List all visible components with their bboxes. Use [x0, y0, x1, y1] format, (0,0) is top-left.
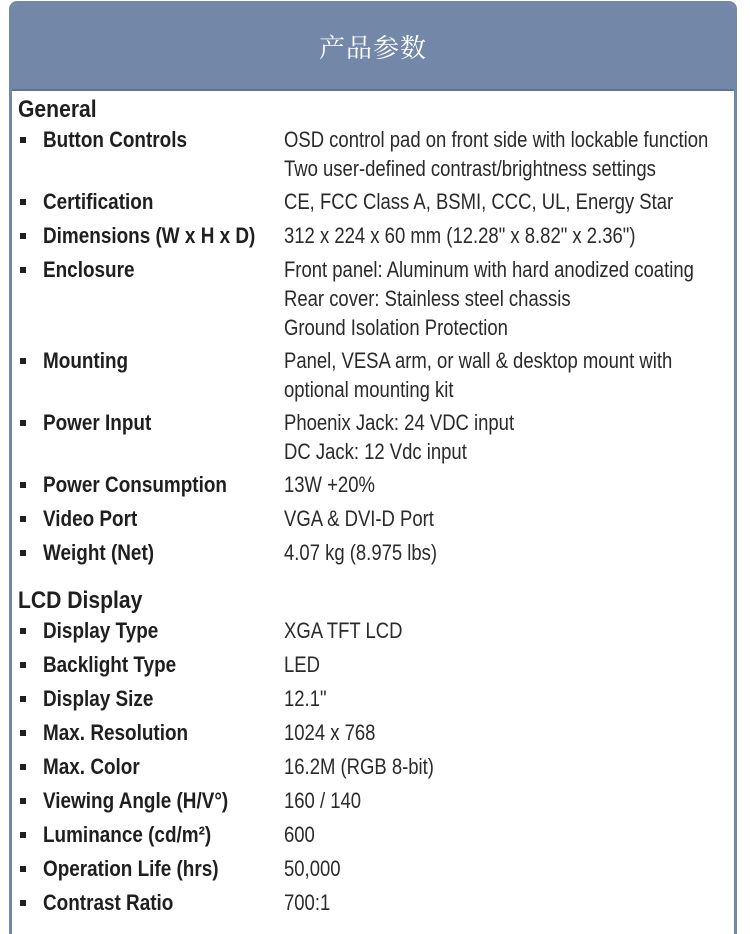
spec-row	[18, 255, 734, 342]
spec-label: Enclosure	[43, 257, 135, 282]
spec-value-line: 4.07 kg (8.975 lbs)	[284, 540, 438, 565]
spec-value-line: 50,000	[284, 856, 341, 881]
spec-value	[284, 820, 734, 849]
spec-label: Video Port	[43, 506, 138, 531]
spec-label-cell	[18, 221, 284, 251]
spec-value-line: LED	[284, 652, 320, 677]
spec-value-line: OSD control pad on front side with lockable function	[284, 127, 709, 152]
square-bullet-icon	[20, 628, 26, 634]
spec-value-line: CE, FCC Class A, BSMI, CCC, UL, Energy Star	[284, 189, 674, 214]
spec-label: Button Controls	[43, 127, 187, 152]
spec-label: Contrast Ratio	[43, 890, 174, 915]
spec-value	[284, 504, 734, 533]
spec-value-line: 13W +20%	[284, 472, 375, 497]
spec-label: Weight (Net)	[43, 540, 155, 565]
spec-value-line: 160 / 140	[284, 788, 362, 813]
square-bullet-icon	[20, 137, 26, 143]
square-bullet-icon	[20, 832, 26, 838]
spec-row	[18, 470, 734, 500]
spec-value	[284, 616, 734, 645]
spec-label-cell	[18, 820, 284, 850]
square-bullet-icon	[20, 730, 26, 736]
spec-row	[18, 718, 734, 748]
square-bullet-icon	[20, 267, 26, 273]
spec-row	[18, 650, 734, 680]
spec-label-cell	[18, 408, 284, 438]
spec-label-cell	[18, 125, 284, 155]
spec-label-cell	[18, 504, 284, 534]
spec-value	[284, 718, 734, 747]
spec-label-cell	[18, 752, 284, 782]
square-bullet-icon	[20, 233, 26, 239]
square-bullet-icon	[20, 420, 26, 426]
spec-label-cell	[18, 854, 284, 884]
spec-value-line: 600	[284, 822, 315, 847]
spec-row	[18, 888, 734, 918]
spec-value	[284, 538, 734, 567]
spec-label: Max. Color	[43, 754, 140, 779]
spec-label: Power Input	[43, 410, 152, 435]
spec-value-line: Two user-defined contrast/brightness settings	[284, 156, 656, 181]
spec-label-cell	[18, 616, 284, 646]
square-bullet-icon	[20, 482, 26, 488]
spec-row	[18, 854, 734, 884]
spec-row	[18, 408, 734, 466]
spec-label: Dimensions (W x H x D)	[43, 223, 256, 248]
spec-value	[284, 221, 734, 250]
spec-value-line: 16.2M (RGB 8-bit)	[284, 754, 434, 779]
square-bullet-icon	[20, 900, 26, 906]
spec-row	[18, 786, 734, 816]
spec-header	[12, 4, 734, 91]
spec-value-line: VGA & DVI-D Port	[284, 506, 434, 531]
spec-label-cell	[18, 187, 284, 217]
spec-label: Operation Life (hrs)	[43, 856, 219, 881]
spec-value	[284, 854, 734, 883]
spec-label-cell	[18, 255, 284, 285]
spec-row	[18, 346, 734, 404]
spec-label-cell	[18, 786, 284, 816]
spec-label: Max. Resolution	[43, 720, 189, 745]
spec-value	[284, 346, 737, 404]
spec-value-line: XGA TFT LCD	[284, 618, 403, 643]
section-title: General	[18, 96, 97, 123]
spec-label: Backlight Type	[43, 652, 177, 677]
spec-value	[284, 408, 734, 466]
spec-value	[284, 786, 734, 815]
spec-row	[18, 684, 734, 714]
spec-value	[284, 650, 734, 679]
spec-content	[12, 95, 734, 918]
spec-row	[18, 752, 734, 782]
spec-list	[18, 125, 734, 568]
spec-row	[18, 820, 734, 850]
square-bullet-icon	[20, 516, 26, 522]
spec-label: Power Consumption	[43, 472, 227, 497]
spec-row	[18, 616, 734, 646]
spec-label-cell	[18, 346, 284, 376]
spec-label: Luminance (cd/m²)	[43, 822, 212, 847]
square-bullet-icon	[20, 798, 26, 804]
spec-value-line: optional mounting kit	[284, 377, 454, 402]
spec-value-line: Rear cover: Stainless steel chassis	[284, 286, 571, 311]
spec-label-cell	[18, 718, 284, 748]
spec-row	[18, 221, 734, 251]
spec-value	[284, 752, 734, 781]
square-bullet-icon	[20, 866, 26, 872]
spec-label: Display Type	[43, 618, 159, 643]
spec-value-line: Phoenix Jack: 24 VDC input	[284, 410, 515, 435]
spec-label: Viewing Angle (H/V°)	[43, 788, 229, 813]
spec-label-cell	[18, 470, 284, 500]
spec-value	[284, 888, 734, 917]
spec-value	[284, 187, 737, 216]
spec-value	[284, 470, 734, 499]
spec-value-line: 700:1	[284, 890, 331, 915]
page-title: 产品参数	[318, 34, 427, 64]
spec-value-line: 1024 x 768	[284, 720, 376, 745]
spec-value	[284, 684, 734, 713]
spec-label-cell	[18, 650, 284, 680]
spec-list	[18, 616, 734, 918]
section-title: LCD Display	[18, 587, 143, 614]
spec-value-line: Ground Isolation Protection	[284, 315, 508, 340]
square-bullet-icon	[20, 550, 26, 556]
spec-row	[18, 538, 734, 568]
square-bullet-icon	[20, 764, 26, 770]
square-bullet-icon	[20, 662, 26, 668]
spec-label-cell	[18, 888, 284, 918]
spec-label: Display Size	[43, 686, 154, 711]
spec-label: Certification	[43, 189, 154, 214]
spec-value-line: Front panel: Aluminum with hard anodized coating	[284, 257, 694, 282]
spec-value-line: 312 x 224 x 60 mm (12.28" x 8.82" x 2.36")	[284, 223, 636, 248]
square-bullet-icon	[20, 199, 26, 205]
spec-value-line: DC Jack: 12 Vdc input	[284, 439, 467, 464]
spec-label: Mounting	[43, 348, 129, 373]
spec-row	[18, 504, 734, 534]
square-bullet-icon	[20, 358, 26, 364]
spec-value	[284, 125, 737, 183]
spec-value-line: Panel, VESA arm, or wall & desktop mount with	[284, 348, 673, 373]
spec-sheet-frame	[9, 1, 737, 934]
spec-label-cell	[18, 684, 284, 714]
spec-value	[284, 255, 737, 342]
spec-value-line: 12.1"	[284, 686, 327, 711]
spec-row	[18, 125, 734, 183]
square-bullet-icon	[20, 696, 26, 702]
spec-row	[18, 187, 734, 217]
spec-label-cell	[18, 538, 284, 568]
